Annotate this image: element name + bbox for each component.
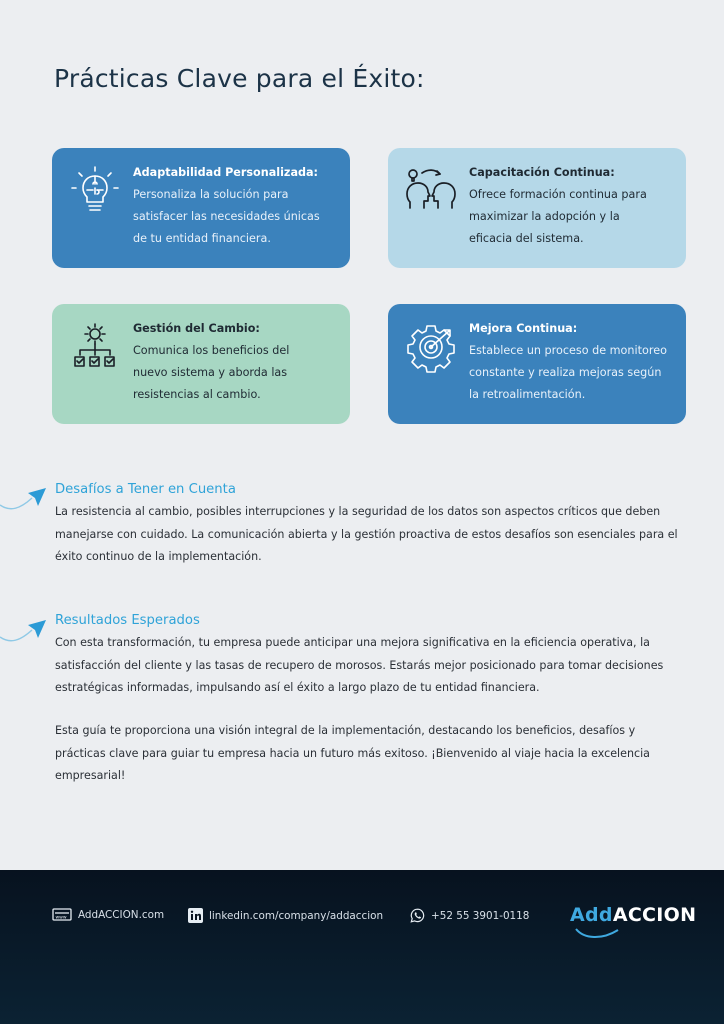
card-title: Adaptabilidad Personalizada: (133, 166, 319, 179)
linkedin-icon (188, 908, 203, 923)
section-paragraph-resultados: Con esta transformación, tu empresa puede anticipar una mejora significativa en la eficiencia operativa, la satisfacción del cliente y las tasas de recupero de morosos. Estarás mejor posicionado para tomar decisiones estratégicas informadas, impulsando así el éxito a largo plazo de tu entidad financiera. (55, 636, 664, 694)
paper-plane-icon (0, 485, 50, 511)
card-description: Personaliza la solución para satisfacer las necesidades únicas de tu entidad financiera. (133, 188, 320, 245)
footer (0, 870, 724, 1024)
section-paragraph-desafios: La resistencia al cambio, posibles interrupciones y la seguridad de los datos son aspectos críticos que deben manejarse con cuidado. La comunicación abierta y la gestión proactiva de estos desafíos son esenciales para el éxito continuo de la implementación. (55, 505, 678, 563)
card-title: Mejora Continua: (469, 322, 578, 335)
brand-logo: AddACCION (570, 904, 697, 926)
puzzle-lightbulb-icon (68, 164, 122, 218)
training-heads-icon (404, 164, 458, 218)
whatsapp-icon (410, 908, 425, 923)
footer-website-link[interactable] (52, 908, 164, 922)
card-description: Ofrece formación continua para maximizar la adopción y la eficacia del sistema. (469, 188, 647, 245)
card-title: Gestión del Cambio: (133, 322, 260, 335)
card-description: Comunica los beneficios del nuevo sistema y aborda las resistencias al cambio. (133, 344, 290, 401)
linkedin-text: linkedin.com/company/addaccion (209, 909, 384, 922)
phone-text: +52 55 3901-0118 (431, 909, 530, 922)
section-heading-resultados: Resultados Esperados (55, 613, 200, 628)
card-mejora-continua (388, 304, 686, 424)
card-capacitacion (388, 148, 686, 268)
gear-checklist-icon (68, 320, 122, 374)
section-heading-desafios: Desafíos a Tener en Cuenta (55, 482, 236, 497)
closing-paragraph: Esta guía te proporciona una visión integral de la implementación, destacando los beneficios, desafíos y prácticas clave para guiar tu empresa hacia un futuro más exitoso. ¡Bienvenido al viaje hacia la excelencia empresarial! (55, 724, 650, 782)
website-icon (52, 908, 72, 922)
logo-swoosh-icon (574, 926, 620, 940)
footer-linkedin-link[interactable] (188, 908, 383, 923)
card-adaptabilidad (52, 148, 350, 268)
card-description: Establece un proceso de monitoreo constante y realiza mejoras según la retroalimentación. (469, 344, 667, 401)
paper-plane-icon (0, 617, 50, 643)
card-title: Capacitación Continua: (469, 166, 615, 179)
svg-text:www: www (55, 915, 67, 921)
gear-target-icon (404, 320, 458, 374)
card-gestion-cambio (52, 304, 350, 424)
page-title: Prácticas Clave para el Éxito: (54, 64, 425, 93)
website-text: AddACCION.com (78, 909, 165, 921)
footer-phone-link[interactable] (410, 908, 529, 923)
